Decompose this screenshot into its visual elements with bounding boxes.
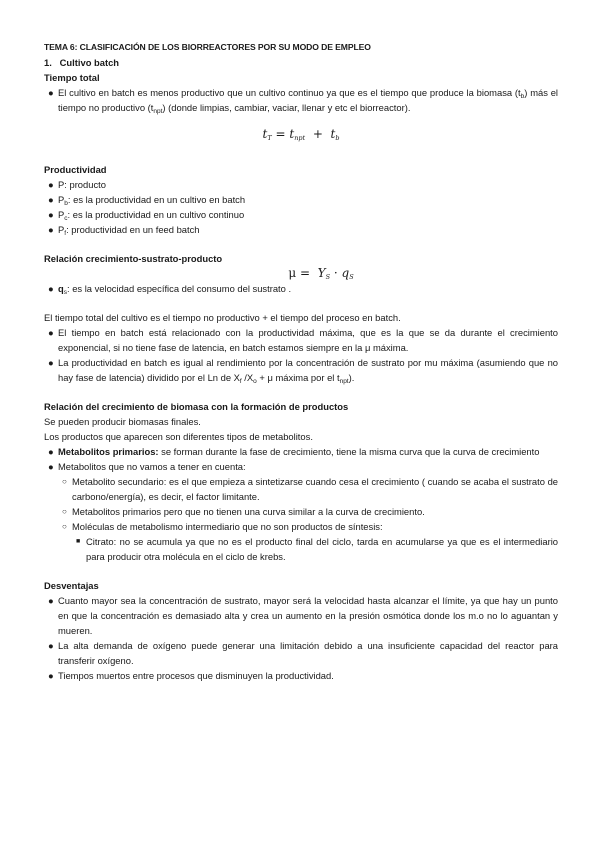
subscript: f <box>239 378 242 385</box>
list-item <box>44 593 558 638</box>
subscript: o <box>253 378 257 385</box>
text: + μ máxima por el t <box>256 372 340 383</box>
list-item <box>44 192 558 207</box>
symbol: P <box>58 194 65 205</box>
subscript: b <box>64 200 68 207</box>
text: : es la velocidad específica del consumo del sustrato . <box>66 283 292 294</box>
text: ) (donde limpias, cambiar, vaciar, llenar y etc el biorreactor). <box>162 102 411 113</box>
list-item <box>44 474 558 504</box>
circle-bullet-icon: ○ <box>62 477 67 486</box>
text: El tiempo en batch está relacionado con la productividad máxima, que es la que se da durante el crecimiento exponencial, si no tiene fase de latencia, en batch estamos siempre en la μ máxima. <box>58 327 558 353</box>
formula-subscript: S <box>349 273 354 281</box>
tiempo-list <box>44 325 558 385</box>
text: Tiempos muertos entre procesos que disminuyen la productividad. <box>58 670 334 681</box>
document-page <box>44 40 558 683</box>
list-item <box>44 325 558 355</box>
formula-subscript: b <box>335 134 340 142</box>
formula-subscript: npt <box>294 134 306 142</box>
subscript: c <box>64 215 68 222</box>
bullet-icon: ● <box>48 194 54 205</box>
subscript: npt <box>339 378 349 385</box>
text: : productividad en un feed batch <box>66 224 200 235</box>
bullet-icon: ● <box>48 209 54 220</box>
formula-symbol: μ <box>288 266 297 280</box>
list-item <box>44 638 558 668</box>
list-item <box>44 281 558 296</box>
list-item <box>44 668 558 683</box>
list-item <box>44 444 558 459</box>
subsection-relacion: Relación crecimiento-sustrato-producto <box>44 253 223 264</box>
bullet-icon: ● <box>48 327 54 338</box>
bullet-icon: ● <box>48 446 54 457</box>
subscript: b <box>520 93 525 100</box>
text: Metabolitos que no vamos a tener en cuenta: <box>58 461 246 472</box>
bullet-icon: ● <box>48 283 54 294</box>
list-item <box>44 504 558 519</box>
bullet-icon: ● <box>48 670 54 681</box>
section-heading <box>44 55 558 70</box>
bullet-icon: ● <box>48 461 54 472</box>
formula-subscript: S <box>325 273 331 281</box>
text: Moléculas de metabolismo intermediario que no son productos de síntesis: <box>72 521 383 532</box>
productividad-list <box>44 177 558 237</box>
formula-symbol: q <box>341 266 350 280</box>
text: Metabolito secundario: es el que empieza a sintetizarse cuando cesa el crecimiento ( cuando se acaba el sustrato de carbono/energía), es decir, el factor limitante. <box>72 476 558 502</box>
text: ). <box>348 372 355 383</box>
subsection-biomasa: Relación del crecimiento de biomasa con la formación de productos <box>44 401 349 412</box>
formula-operator: = <box>275 127 286 141</box>
formula-symbol: t <box>330 127 336 141</box>
text: La productividad en batch es igual al rendimiento por la concentración de sustrato por mu máxima (asumiendo que no hay fase de latencia) dividido por el Ln de X <box>58 357 558 383</box>
symbol: P <box>58 209 65 220</box>
symbol: P <box>58 179 65 190</box>
list-item <box>44 519 558 534</box>
formula-mu <box>84 266 558 281</box>
formula-tiempo-total <box>44 127 558 142</box>
tiempo-intro: El tiempo total del cultivo es el tiempo no productivo + el tiempo del proceso en batch. <box>44 312 401 323</box>
list-item <box>44 534 558 564</box>
circle-bullet-icon: ○ <box>62 507 67 516</box>
bullet-icon: ● <box>48 640 54 651</box>
formula-operator: + <box>312 127 323 141</box>
bullet-icon: ● <box>48 595 54 606</box>
text: se forman durante la fase de crecimiento, tiene la misma curva que la curva de crecimiento <box>158 446 540 457</box>
text: Citrato: no se acumula ya que no es el producto final del ciclo, tarda en acumularse ya que es el intermediario para producir otra molécula en el ciclo de krebs. <box>86 536 558 562</box>
biomasa-line: Los productos que aparecen son diferentes tipos de metabolitos. <box>44 431 313 442</box>
square-bullet-icon: ■ <box>76 538 81 545</box>
tiempo-total-list <box>44 85 558 115</box>
text: Metabolitos primarios pero que no tienen una curva similar a la curva de crecimiento. <box>72 506 425 517</box>
text: : producto <box>64 179 106 190</box>
formula-symbol: Y <box>317 266 326 280</box>
list-item <box>44 177 558 192</box>
bold-label: Metabolitos primarios: <box>58 446 159 457</box>
metabolitos-list <box>44 444 558 564</box>
formula-operator: = <box>299 266 311 280</box>
subsection-desventajas: Desventajas <box>44 580 99 591</box>
symbol: q <box>58 283 64 294</box>
formula-symbol: t <box>262 127 268 141</box>
subsection-productividad: Productividad <box>44 164 107 175</box>
formula-subscript: T <box>267 134 272 142</box>
text: ) más el tiempo no productivo (t <box>58 87 559 113</box>
section-number: 1. <box>44 57 52 68</box>
text: : es la productividad en un cultivo en batch <box>67 194 246 205</box>
relacion-list <box>44 281 558 296</box>
bullet-icon: ● <box>48 87 54 98</box>
biomasa-line: Se pueden producir biomasas finales. <box>44 416 201 427</box>
subscript: npt <box>153 108 163 115</box>
text: Cuanto mayor sea la concentración de sustrato, mayor será la velocidad hasta alcanzar el límite, ya que hay un punto en que la concentración es demasiado alta y crea un aumento en la presión osmótica donde los m.o no lo aguantan y mueren. <box>58 595 558 636</box>
bullet-icon: ● <box>48 224 54 235</box>
bullet-icon: ● <box>48 357 54 368</box>
symbol: P <box>58 224 65 235</box>
list-item <box>44 355 558 385</box>
text: La alta demanda de oxígeno puede generar una limitación debido a una insuficiente capacidad del reactor para transferir oxígeno. <box>58 640 558 666</box>
subsection-tiempo-total: Tiempo total <box>44 72 100 83</box>
formula-operator: · <box>333 266 338 280</box>
section-title: Cultivo batch <box>59 57 120 68</box>
list-item <box>44 207 558 222</box>
bullet-icon: ● <box>48 179 54 190</box>
circle-bullet-icon: ○ <box>62 522 67 531</box>
text: : es la productividad en un cultivo continuo <box>67 209 245 220</box>
list-item <box>44 85 558 115</box>
desventajas-list <box>44 593 558 683</box>
text: El cultivo en batch es menos productivo que un cultivo continuo ya que es el tiempo que produce la biomasa (t <box>58 87 521 98</box>
formula-symbol: t <box>289 127 295 141</box>
list-item <box>44 222 558 237</box>
subscript: s <box>63 289 67 296</box>
subscript: f <box>64 230 67 237</box>
list-item <box>44 459 558 474</box>
document-title: TEMA 6: CLASIFICACIÓN DE LOS BIORREACTORES POR SU MODO DE EMPLEO <box>44 42 371 52</box>
text: /X <box>241 372 254 383</box>
